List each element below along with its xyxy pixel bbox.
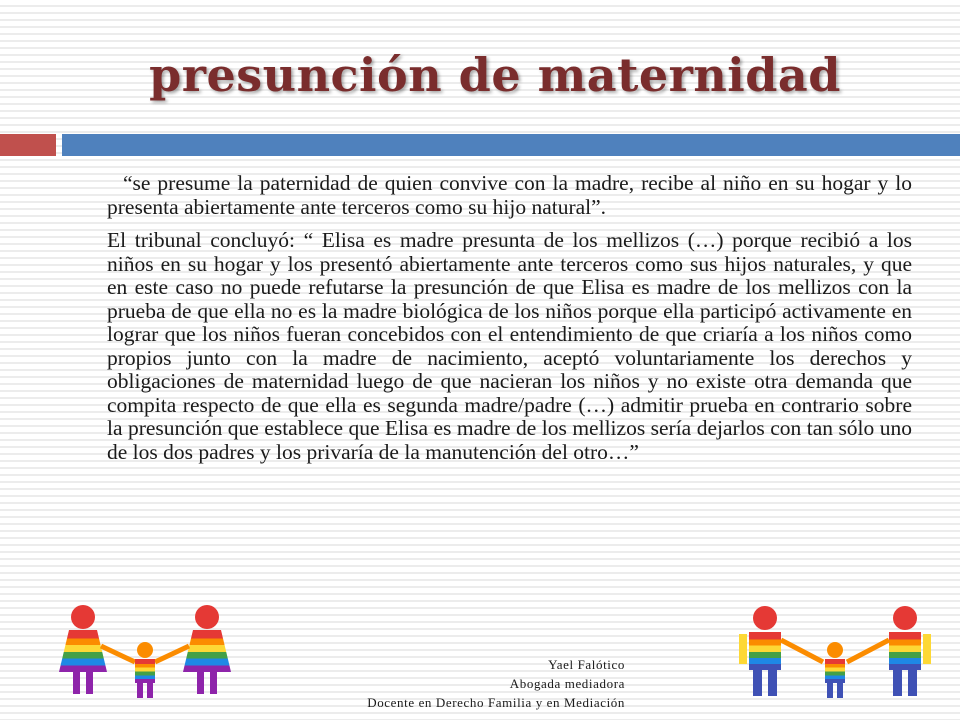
mother-figure-right: [183, 605, 231, 694]
father-figure-right: [889, 606, 931, 696]
mother-figure-left: [59, 605, 107, 694]
family-two-mothers-icon: [55, 600, 245, 705]
slide-title: presunción de maternidad: [149, 48, 841, 102]
family-two-fathers-icon: [735, 600, 935, 705]
title-accent-bar-red: [0, 134, 56, 156]
author-position: Docente en Derecho Familia y en Mediación: [367, 695, 625, 710]
author-name: Yael Falótico: [548, 657, 625, 672]
child-figure: [781, 640, 889, 698]
author-credits: [367, 655, 625, 712]
quote-paragraph: “se presume la paternidad de quien convive con la madre, recibe al niño en su hogar y lo presenta abiertamente ante terceros como su hijo natural”.: [107, 171, 912, 219]
child-figure: [101, 642, 189, 698]
slide-body: [107, 172, 912, 474]
author-role: Abogada mediadora: [509, 676, 625, 691]
father-figure-left: [739, 606, 781, 696]
title-accent-bar-blue: [62, 134, 960, 156]
tribunal-paragraph: El tribunal concluyó: “ Elisa es madre presunta de los mellizos (…) porque recibió a los niños en su hogar y los presentó abiertamente ante terceros como sus hijos naturales, y que en este caso no puede refutarse la presunción de que Elisa es madre de los mellizos con la prueba de que ella no es la madre biológica de los niños porque ella participó activamente en lograr que los niños fueran concebidos con el entendimiento de que criaría a los niños como propios junto con la madre de nacimiento, aceptó voluntariamente los derechos y obligaciones de maternidad luego de que nacieran los niños y no existe otra demanda que compita respecto de que ella es segunda madre/padre (…) admitir prueba en contrario sobre la presunción que establece que Elisa es madre de los mellizos sería dejarlos con tan sólo uno de los dos padres y los privaría de la manutención del otro…”: [107, 228, 912, 464]
